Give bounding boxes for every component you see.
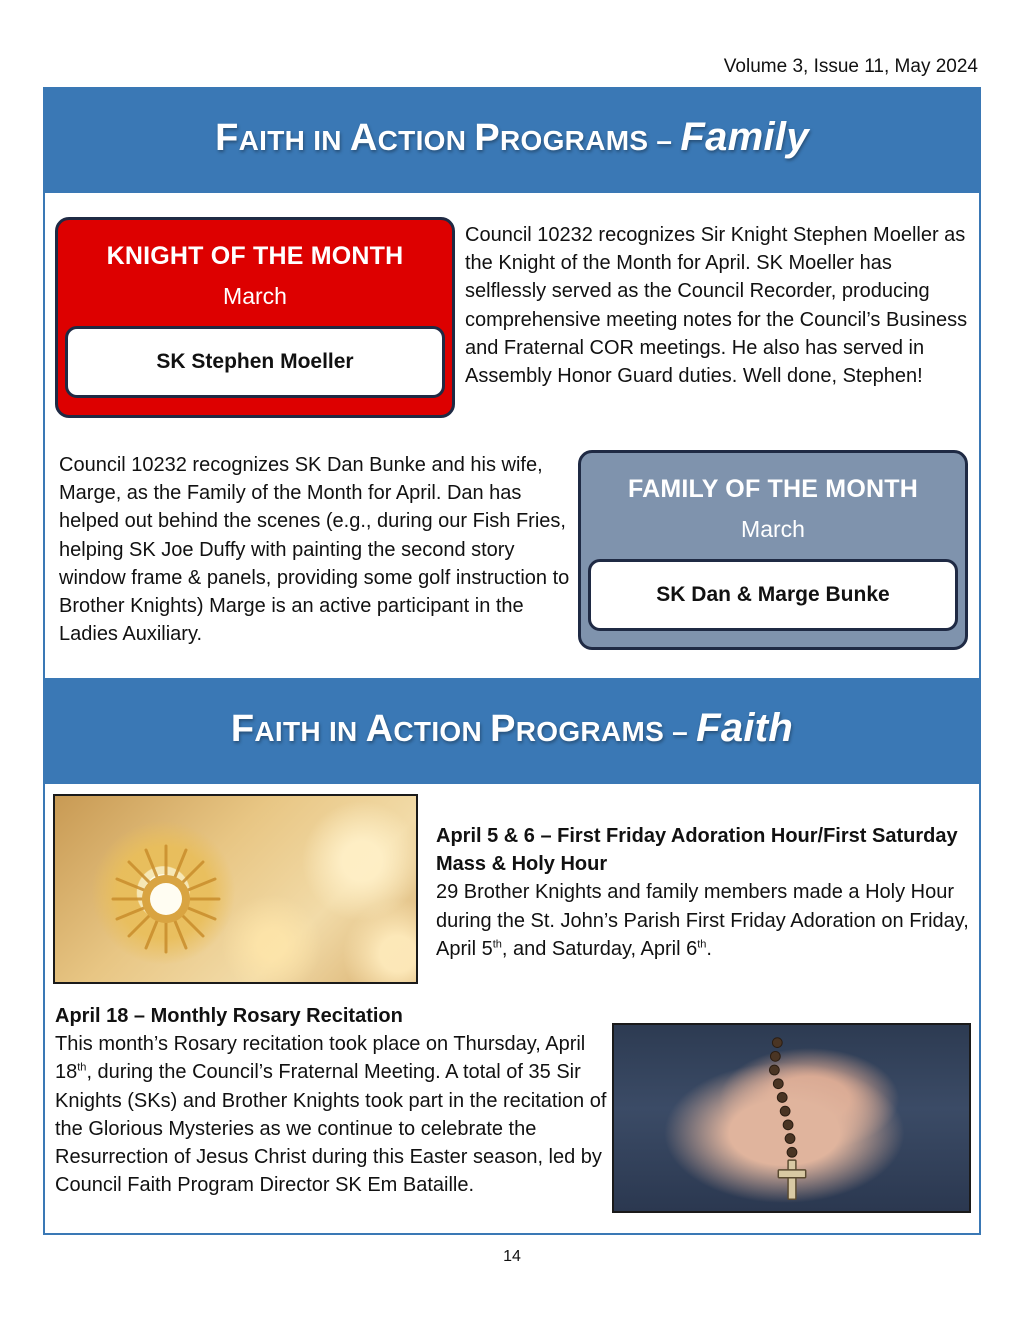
family-of-month-box: [578, 450, 968, 650]
page-number: 14: [503, 1248, 521, 1265]
rosary-hands-photo: [612, 1023, 971, 1213]
family-award-month: March: [741, 516, 805, 542]
knight-award-month: March: [223, 283, 287, 309]
knight-of-month-box: [55, 217, 455, 418]
family-award-title: FAMILY OF THE MONTH: [628, 475, 918, 503]
rosary-beads-icon: [614, 1025, 969, 1211]
rosary-article: [55, 1002, 611, 1199]
faith-section-banner: [43, 678, 981, 784]
issue-info: Volume 3, Issue 11, May 2024: [723, 56, 978, 77]
monstrance-photo: [53, 794, 418, 984]
knight-description: Council 10232 recognizes Sir Knight Stephen Moeller as the Knight of the Month for April. SK Moeller has selflessly served as the Council Recorder, producing comprehensive meeting notes for the Council’s Business and Fraternal COR meetings. He also has served in Assembly Honor Guard duties. Well done, Stephen!: [465, 224, 968, 388]
adoration-article: [436, 822, 972, 963]
adoration-body: 29 Brother Knights and family members made a Holy Hour during the St. John’s Parish First Friday Adoration on Friday, April 5th, and Saturday, April 6th.: [436, 881, 969, 960]
rosary-body: This month’s Rosary recitation took place on Thursday, April 18th, during the Council’s Fraternal Meeting. A total of 35 Sir Knights (SKs) and Brother Knights took part in the recitation of the Glorious Mysteries as we continue to celebrate the Resurrection of Jesus Christ during this Easter season, led by Council Faith Program Director SK Em Bataille.: [55, 1033, 607, 1197]
monstrance-rays-icon: [111, 844, 221, 954]
family-award-name: SK Dan & Marge Bunke: [588, 559, 958, 631]
family-description: Council 10232 recognizes SK Dan Bunke and his wife, Marge, as the Family of the Month for April. Dan has helped out behind the scenes (e.g., during our Fish Fries, helping SK Joe Duffy with painting the second story window frame & panels, providing some golf instruction to Brother Knights) Marge is an active participant in the Ladies Auxiliary.: [59, 454, 570, 646]
family-section-banner: [43, 87, 981, 193]
adoration-heading: April 5 & 6 – First Friday Adoration Hour/First Saturday Mass & Holy Hour: [436, 825, 958, 876]
knight-award-title: KNIGHT OF THE MONTH: [106, 242, 404, 270]
family-section-title: FAITH IN ACTION PROGRAMS – Family: [215, 115, 809, 159]
rosary-heading: April 18 – Monthly Rosary Recitation: [55, 1005, 403, 1027]
faith-section-title: FAITH IN ACTION PROGRAMS – Faith: [230, 706, 794, 750]
knight-award-name: SK Stephen Moeller: [65, 326, 445, 398]
